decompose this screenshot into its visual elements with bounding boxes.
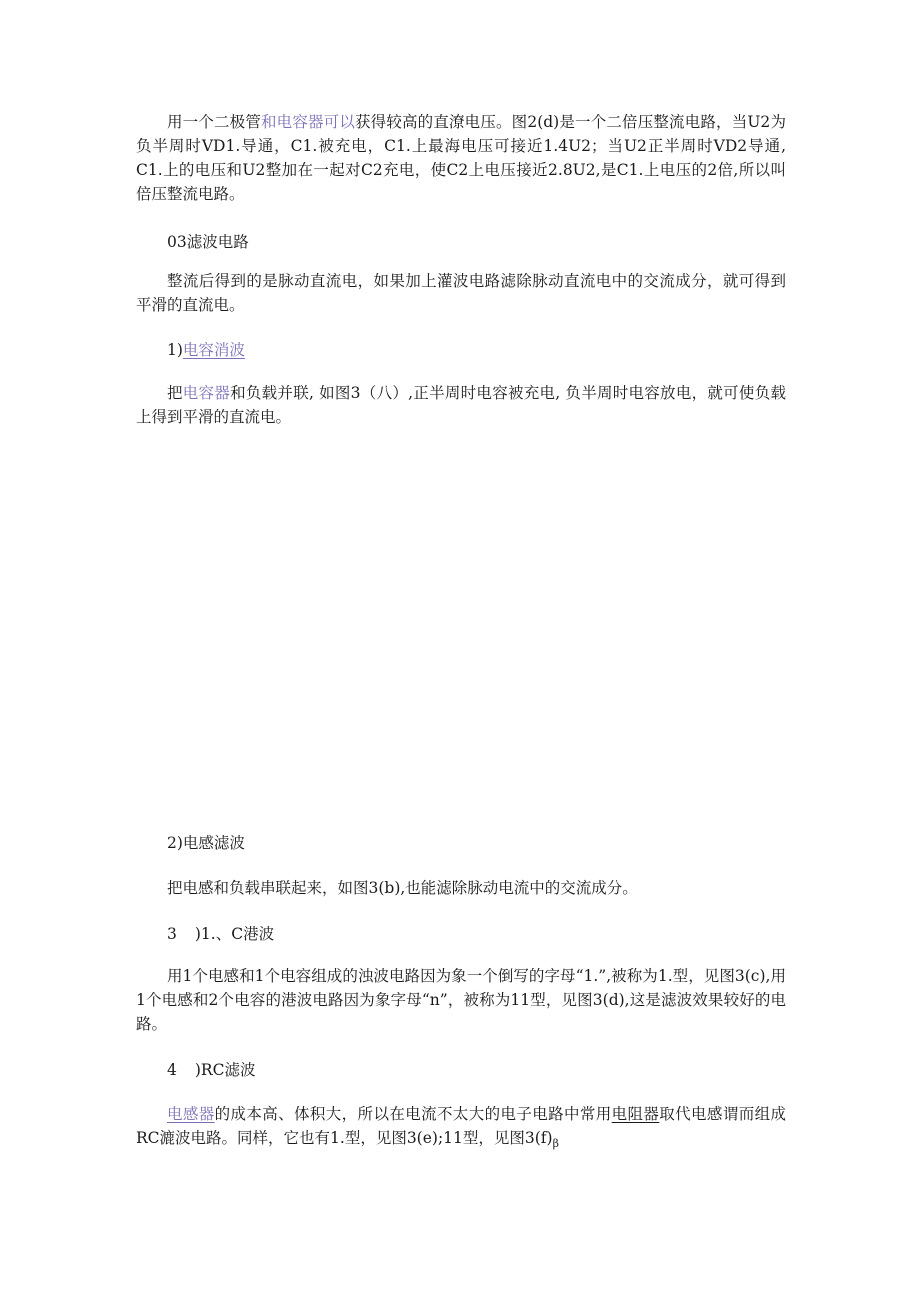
paragraph-text: 和负载并联, 如图3（八）,正半周时电容被充电, 负半周时电容放电，就可使负载上得到平滑的直流电。 [136, 384, 786, 426]
paragraph-text: 取代电感谓而组成RC漉波电路。同样，它也有1.型，见图3(e);11型，见图3(f) [136, 1105, 786, 1147]
capacitor-filter-link[interactable]: 电容消波 [182, 341, 245, 359]
inductor-link[interactable]: 电感器 [167, 1105, 215, 1123]
paragraph-filter-intro: 整流后得到的是脉动直流电，如果加上灌波电路滤除脉动直流电中的交流成分，就可得到平滑的直流电。 [136, 272, 786, 314]
subheading-lc-filter [167, 922, 274, 946]
subheading-number: 4 [167, 1061, 177, 1079]
paragraph-text: 的成本高、体积大，所以在电流不太大的电子电路中常用 [214, 1105, 612, 1123]
paragraph-text: 获得较高的直潦电压。图2(d)是一个二倍压整流电路，当U2为负半周时VD1.导通，C1.被充电，C1.上最海电压可接近1.4U2；当U2正半周时VD2导通, C1.上的电压和U2整加在一起对C2充电，使C2上电压接近2.8U2,是C1.上电压的2倍,所以叫倍压整流电路。 [136, 113, 786, 203]
paragraph-capacitor-filter [136, 381, 786, 429]
capacitor-link[interactable]: 电容器 [182, 384, 231, 402]
section-heading-filter-circuit: 03滤波电路 [167, 233, 249, 251]
capacitor-link[interactable]: 和电容器可以 [261, 113, 355, 131]
paragraph-text: 把 [167, 384, 183, 402]
paragraph-voltage-doubler [136, 110, 786, 206]
subheading-number: 1) [167, 341, 183, 359]
resistor-link[interactable]: 电阻器 [611, 1105, 660, 1123]
figure-area-blank [136, 440, 786, 820]
subheading-text: )RC滤波 [194, 1061, 256, 1079]
paragraph-rc-filter [136, 1102, 786, 1156]
subheading-text: )1.、C港波 [194, 925, 275, 943]
subheading-inductor-filter: 2)电感滤波 [167, 834, 245, 852]
subheading-rc-filter [167, 1058, 255, 1082]
subheading-number: 3 [167, 925, 177, 943]
paragraph-inductor-filter: 把电感和负载串联起来，如图3(b),也能滤除脉动电流中的交流成分。 [167, 879, 638, 897]
subscript-mark: β [552, 1137, 559, 1151]
paragraph-text: 用一个二极管 [167, 113, 261, 131]
paragraph-lc-filter: 用1个电感和1个电容组成的浊波电路因为象一个倒写的字母“1.”,被称为1.型，见图3(c),用1个电感和2个电容的港波电路因为象字母“n”，被称为11型，见图3(d),这是滤波效果较好的电路。 [136, 967, 786, 1033]
subheading-capacitor-filter [167, 338, 245, 362]
